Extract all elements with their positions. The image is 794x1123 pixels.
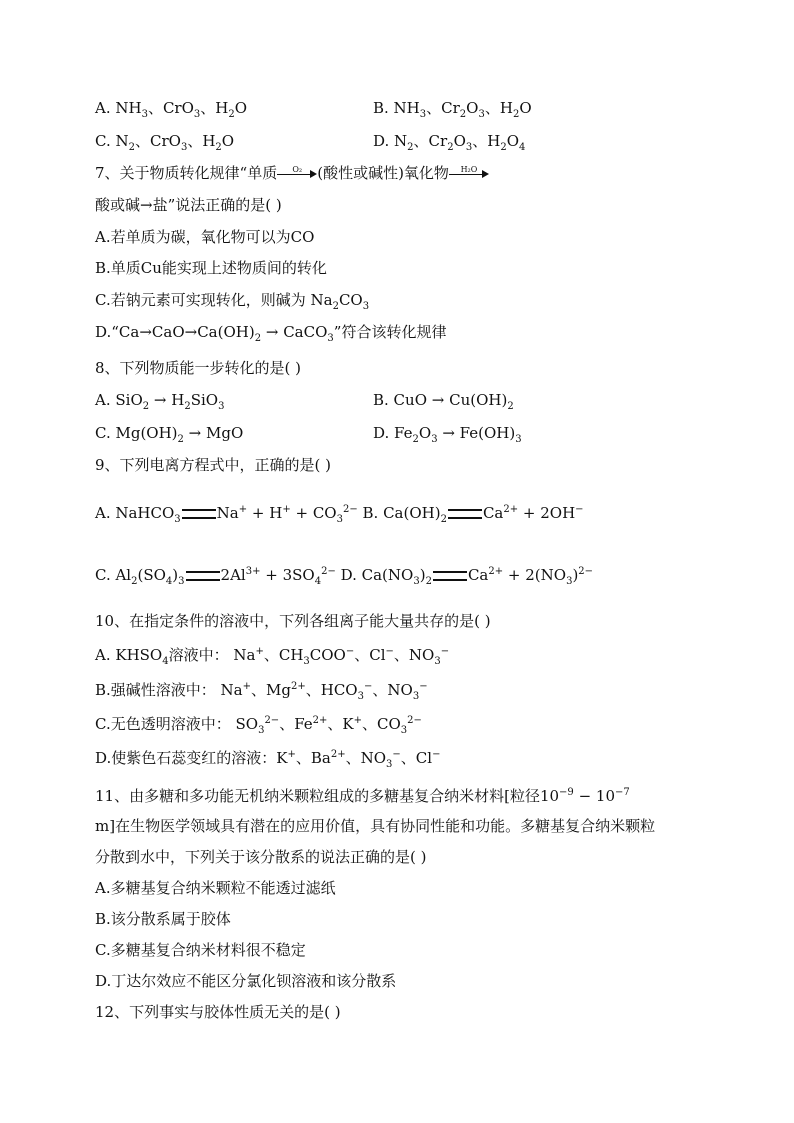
q8-stem: 8、下列物质能一步转化的是( ) <box>95 359 302 377</box>
arrow-o2: O₂ <box>277 167 317 181</box>
q10-option-c: C.无色透明溶液中： $SO_3^{2-}$、$Fe^{2+}$、K+、$CO_3^{2-}$ <box>95 715 422 736</box>
q7-stem-line2: 酸或碱→盐”说法正确的是( ) <box>95 196 282 214</box>
equals-sign <box>182 509 216 519</box>
q11-option-d: D.丁达尔效应不能区分氯化钡溶液和该分散系 <box>95 972 397 990</box>
q11-stem-line2: m]在生物医学领域具有潜在的应用价值，具有协同性能和功能。多糖基复合纳米颗粒 <box>95 817 656 835</box>
q7-stem-line1: 7、关于物质转化规律“单质 O₂ (酸性或碱性)氧化物 H₂O <box>95 163 489 183</box>
q11-stem-line1: 11、由多糖和多功能无机纳米颗粒组成的多糖基复合纳米材料[粒径$10^{-9} - 10^{-7}$ <box>95 787 630 805</box>
q9-options-ab: A. NaHCO$_3$ $Na^+ + H^+ + CO_3^{2-}$ B. $Ca(OH)_2$ $Ca^{2+} + 2OH^-$ <box>95 504 584 525</box>
q6-option-b: B. $NH_3$、$Cr_2O_3$、$H_2O$ <box>373 99 532 120</box>
q7-option-a: A.若单质为碳，氧化物可以为CO <box>95 228 315 246</box>
q9-stem: 9、下列电离方程式中，正确的是( ) <box>95 456 332 474</box>
q8-option-c: C. $Mg(OH)_2$ → MgO <box>95 424 244 445</box>
q11-option-b: B.该分散系属于胶体 <box>95 910 231 928</box>
q6-option-a: A. $NH_3$、CrO$_3$、$H_2O$ <box>95 99 248 120</box>
q8-option-d: D. $Fe_2O_3 \to Fe(OH)_3$ <box>373 424 522 445</box>
q6-option-d: D. $N_2$、$Cr_2O_3$、$H_2O_4$ <box>373 132 526 153</box>
equals-sign <box>186 571 220 581</box>
equals-sign <box>433 571 467 581</box>
q7-option-c: C.若钠元素可实现转化，则碱为 $Na_2CO_3$ <box>95 291 370 312</box>
q11-stem-line3: 分散到水中，下列关于该分散系的说法正确的是( ) <box>95 848 427 866</box>
q12-stem: 12、下列事实与胶体性质无关的是( ) <box>95 1003 341 1021</box>
q10-option-b: B.强碱性溶液中： Na+、$Mg^{2+}$、$HCO_3^-$、$NO_3^-$ <box>95 681 428 702</box>
q9-options-cd: C. $Al_2(SO_4)_3$ $2Al^{3+} + 3SO_4^{2-}$ D. $Ca(NO_3)_2$ $Ca^{2+} + 2(NO_3)^{2-}$ <box>95 566 594 587</box>
q7-option-d: $D.“Ca\to CaO\to Ca(OH)_2$ → CaCO$_3$”符合该转化规律 <box>95 323 447 344</box>
q8-option-b: B. CuO → $Cu(OH)_2$ <box>373 391 514 412</box>
q8-option-a: A. $SiO_2 \to H_2SiO_3$ <box>95 391 225 412</box>
q10-stem: 10、在指定条件的溶液中，下列各组离子能大量共存的是( ) <box>95 612 491 630</box>
q11-option-a: A.多糖基复合纳米颗粒不能透过滤纸 <box>95 879 336 897</box>
q11-option-c: C.多糖基复合纳米材料很不稳定 <box>95 941 306 959</box>
equals-sign <box>448 509 482 519</box>
q10-option-d: D.使紫色石蕊变红的溶液：K+、$Ba^{2+}$、$NO_3^-$、Cl− <box>95 749 441 770</box>
q6-option-c: C. $N_2$、CrO$_3$、$H_2O$ <box>95 132 235 153</box>
q7-option-b: B.单质Cu能实现上述物质间的转化 <box>95 259 327 277</box>
q10-option-a: A. $KHSO_4$溶液中： Na+、$CH_3COO^-$、Cl−、$NO_3^-$ <box>95 646 450 667</box>
arrow-h2o: H₂O <box>449 167 489 181</box>
